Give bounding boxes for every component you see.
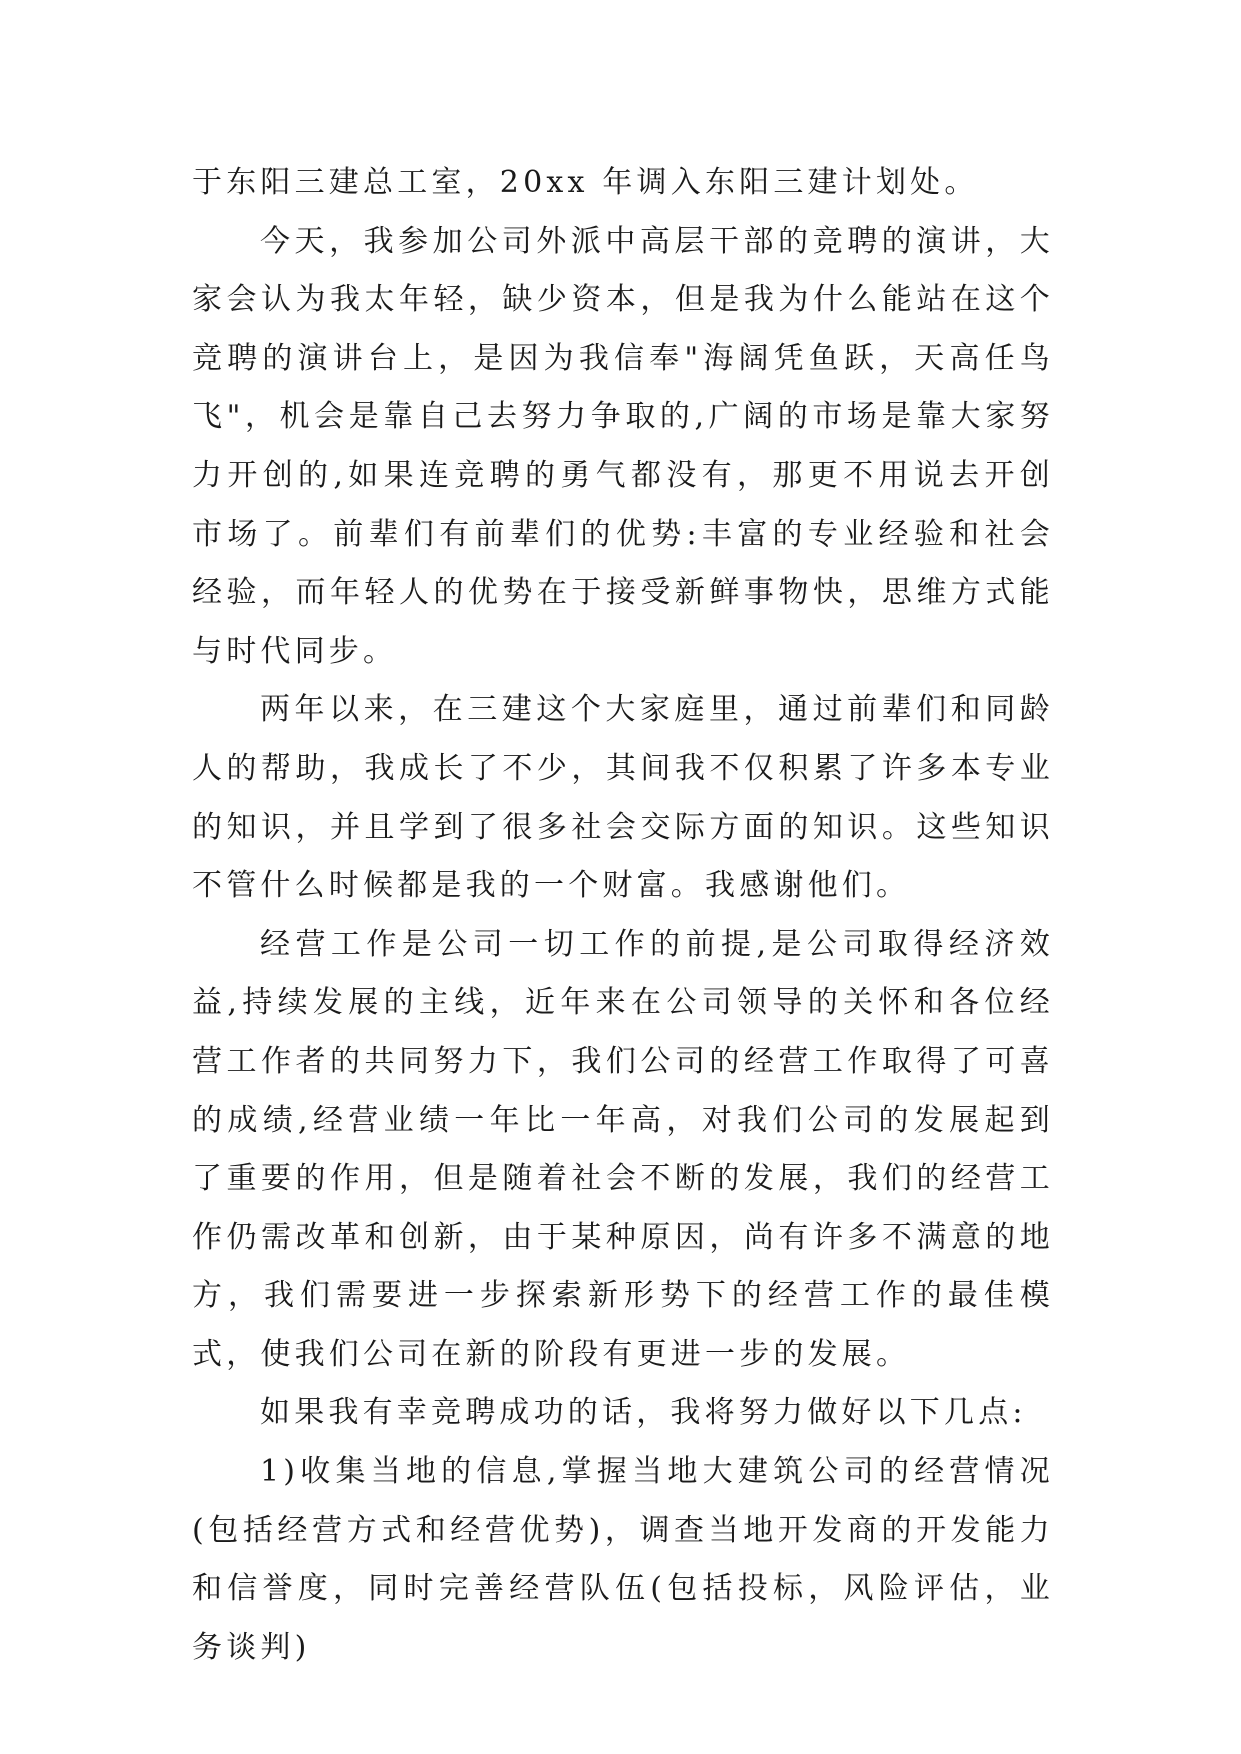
paragraph-continuation: 于东阳三建总工室，20xx 年调入东阳三建计划处。 <box>192 165 979 200</box>
document-body <box>192 154 1054 1677</box>
paragraph-speech-intro: 今天，我参加公司外派中高层干部的竞聘的演讲，大家会认为我太年轻，缺少资本，但是我为什么能站在这个竞聘的演讲台上，是因为我信奉"海阔凭鱼跃，天高任鸟飞"，机会是靠自己去努力争取的,广阔的市场是靠大家努力开创的,如果连竞聘的勇气都没有，那更不用说去开创市场了。前辈们有前辈们的优势:丰富的专业经验和社会经验，而年轻人的优势在于接受新鲜事物快，思维方式能与时代同步。 <box>192 223 1054 669</box>
paragraph-plan-item-1: 1)收集当地的信息,掌握当地大建筑公司的经营情况(包括经营方式和经营优势)，调查当地开发商的开发能力和信誉度，同时完善经营队伍(包括投标，风险评估，业务谈判) <box>192 1454 1054 1665</box>
paragraph-plan-intro: 如果我有幸竞聘成功的话，我将努力做好以下几点: <box>260 1395 1027 1431</box>
paragraph-business-work: 经营工作是公司一切工作的前提,是公司取得经济效益,持续发展的主线，近年来在公司领导的关怀和各位经营工作者的共同努力下，我们公司的经营工作取得了可喜的成绩,经营业绩一年比一年高，对我们公司的发展起到了重要的作用，但是随着社会不断的发展，我们的经营工作仍需改革和创新，由于某种原因，尚有许多不满意的地方，我们需要进一步探索新形势下的经营工作的最佳模式，使我们公司在新的阶段有更进一步的发展。 <box>192 926 1054 1372</box>
paragraph-growth: 两年以来，在三建这个大家庭里，通过前辈们和同龄人的帮助，我成长了不少，其间我不仅积累了许多本专业的知识，并且学到了很多社会交际方面的知识。这些知识不管什么时候都是我的一个财富。我感谢他们。 <box>192 692 1054 904</box>
